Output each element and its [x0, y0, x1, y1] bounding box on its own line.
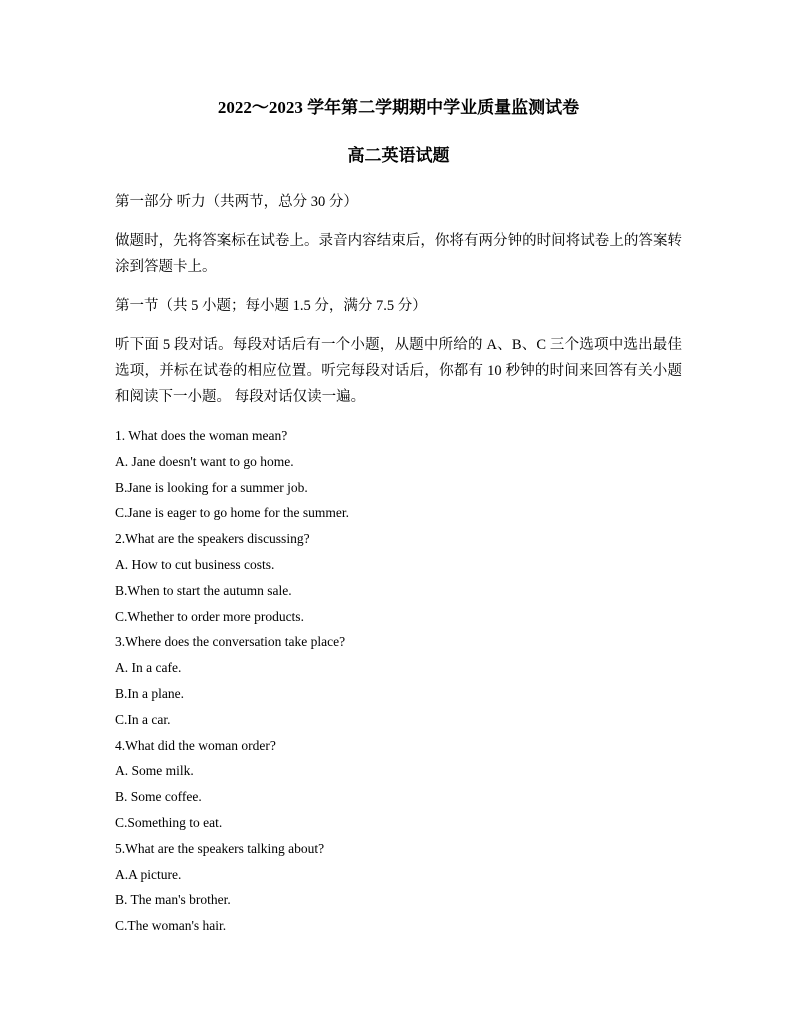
section-one-instructions: 听下面 5 段对话。每段对话后有一个小题，从题中所给的 A、B、C 三个选项中选出最佳选项，并标在试卷的相应位置。听完每段对话后，你都有 10 秒钟的时间来回答有关小题和阅读下一小题。 每段对话仅读一遍。: [115, 337, 682, 405]
question-3-option-a: A. In a cafe.: [115, 660, 182, 676]
question-1-option-c: C.Jane is eager to go home for the summer.: [115, 505, 349, 521]
question-2-option-b: B.When to start the autumn sale.: [115, 582, 292, 598]
question-2-text: 2.What are the speakers discussing?: [115, 531, 310, 547]
question-3-text: 3.Where does the conversation take place?: [115, 634, 346, 650]
question-1-option-b: B.Jane is looking for a summer job.: [115, 479, 308, 495]
question-list: [115, 423, 682, 939]
question-5-text: 5.What are the speakers talking about?: [115, 840, 325, 856]
question-4-option-c: C.Something to eat.: [115, 814, 223, 830]
question-4-text: 4.What did the woman order?: [115, 737, 276, 753]
document-subtitle: 高二英语试题: [347, 146, 450, 165]
question-3-option-b: B.In a plane.: [115, 685, 184, 701]
question-5-option-b: B. The man's brother.: [115, 892, 231, 908]
question-4-option-b: B. Some coffee.: [115, 789, 202, 805]
question-3-option-c: C.In a car.: [115, 711, 171, 727]
general-instructions: 做题时，先将答案标在试卷上。录音内容结束后，你将有两分钟的时间将试卷上的答案转涂到答题卡上。: [115, 233, 682, 275]
question-1-option-a: A. Jane doesn't want to go home.: [115, 453, 294, 469]
question-4-option-a: A. Some milk.: [115, 763, 194, 779]
question-1-text: 1. What does the woman mean?: [115, 428, 288, 443]
question-5-option-a: A.A picture.: [115, 866, 182, 882]
section-one-heading: 第一节（共 5 小题；每小题 1.5 分，满分 7.5 分）: [115, 298, 427, 314]
question-2-option-a: A. How to cut business costs.: [115, 556, 275, 572]
part-one-heading: 第一部分 听力（共两节，总分 30 分）: [115, 194, 358, 210]
document-title: 2022～2023 学年第二学期期中学业质量监测试卷: [217, 98, 580, 117]
question-5-option-c: C.The woman's hair.: [115, 918, 227, 934]
question-2-option-c: C.Whether to order more products.: [115, 608, 304, 624]
